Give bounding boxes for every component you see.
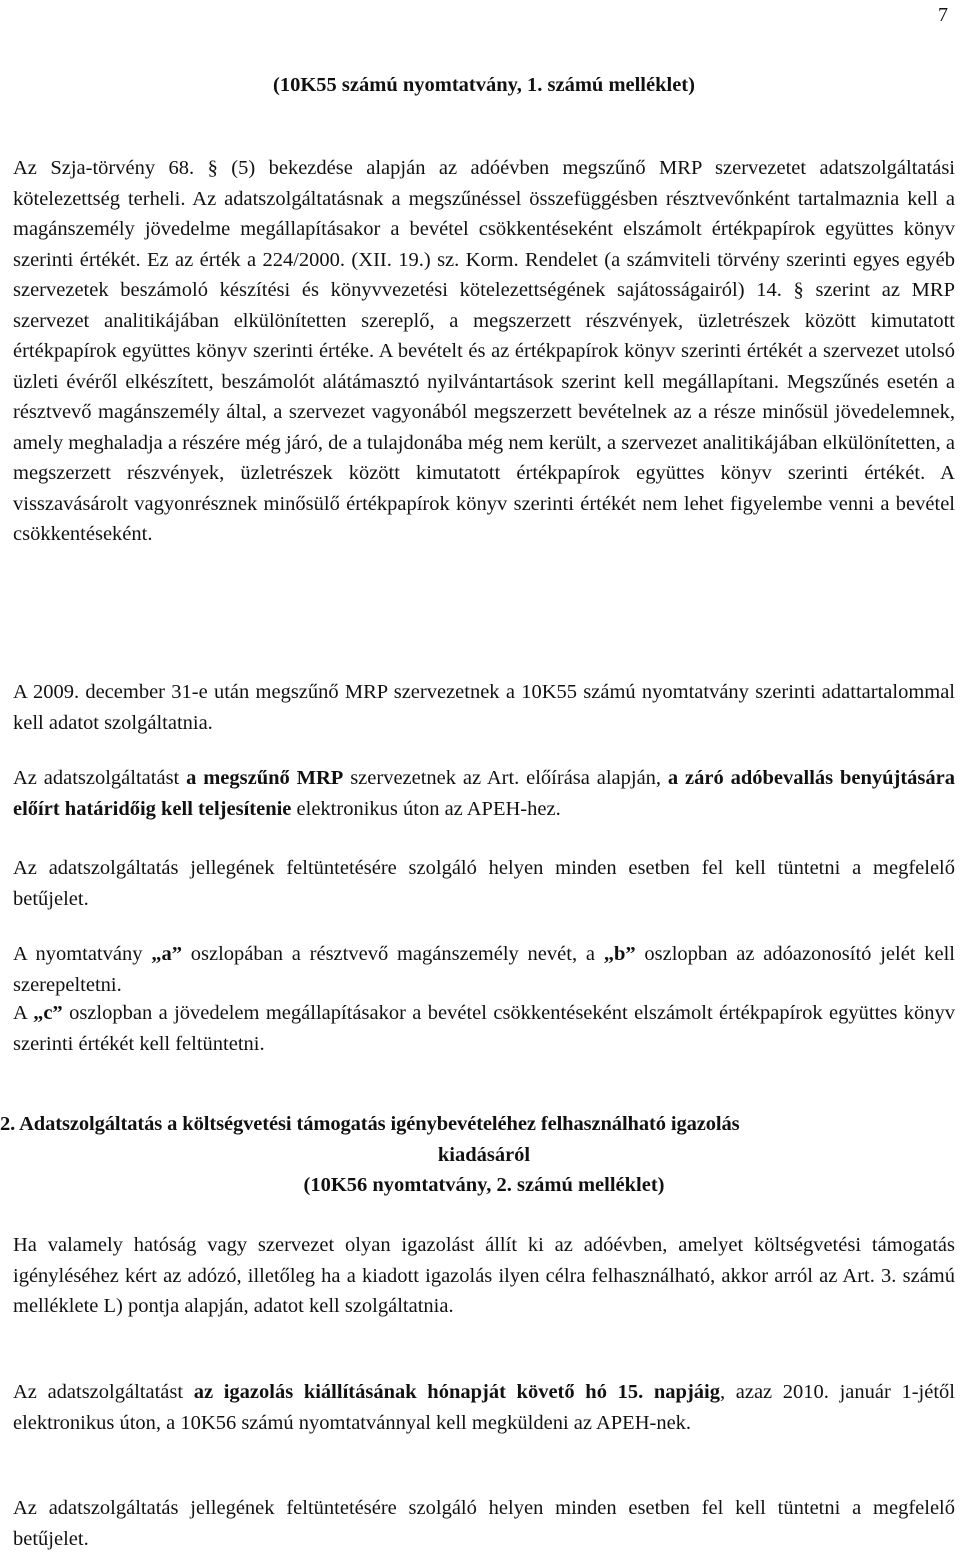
text-run: oszlopban a jövedelem megállapításakor a bevétel csökkentéseként elszámolt értékpapírok együttes könyv szerinti értékét kell feltüntetni. xyxy=(13,1002,955,1055)
bold-run: a megszűnő MRP xyxy=(186,767,344,789)
text-run: A xyxy=(13,1002,34,1024)
page-number: 7 xyxy=(938,4,948,26)
text-run: A nyomtatvány xyxy=(13,943,152,965)
paragraph-submission xyxy=(13,763,955,824)
text-run: Az adatszolgáltatást xyxy=(13,1381,194,1403)
bold-run: a záró adóbevallás benyújtására előírt határidőig kell teljesítenie xyxy=(13,767,956,820)
paragraph-certificate-deadline xyxy=(13,1377,955,1438)
text-run: szervezetnek az Art. előírása alapján, xyxy=(343,767,668,789)
text-run: elektronikus úton az APEH-hez. xyxy=(291,797,561,820)
paragraph-letter-code: Az adatszolgáltatás jellegének feltüntetésére szolgáló helyen minden esetben fel kell tüntetni a megfelelő betűjelet. xyxy=(13,857,955,910)
bold-run: az igazolás kiállításának hónapját követő hó 15. napjáig xyxy=(193,1381,720,1403)
paragraph-mrp-obligation: Az Szja-törvény 68. § (5) bekezdése alapján az adóévben megszűnő MRP szervezetet adatszolgáltatási kötelezettség terheli. Az adatszolgáltatásnak a megszűnéssel összefüggésben résztvevőnként tartalmaznia kell a magánszemély jövedelme megállapításakor a bevétel csökkentéseként elszámolt értékpapírok együttes könyv szerinti értékét. Ez az érték a 224/2000. (XII. 19.) sz. Korm. Rendelet (a számviteli törvény szerinti egyes egyéb szervezetek beszámoló készítési és könyvvezetési kötelezettségének sajátosságairól) 14. § szerint az MRP szervezet analitikájában elkülönítetten szereplő, a megszerzett részvények, üzletrészek között kimutatott értékpapírok együttes könyv szerinti értéke. A bevételt és az értékpapírok könyv szerinti értékét a szervezet utolsó üzleti évéről elkészített, beszámolót alátámasztó nyilvántartások szerint kell megállapítani. Megszűnés esetén a résztvevő magánszemély által, a szervezet vagyonából megszerzett bevételnek az a része minősül jövedelemnek, amely meghaladja a részére még járó, de a tulajdonába még nem került, a szervezet analitikájában elkülönítetten, a megszerzett részvények, üzletrészek között kimutatott értékpapírok együttes könyv szerinti értékét. A visszavásárolt vagyonrésznek minősülő értékpapírok könyv szerinti értékét nem lehet figyelembe venni a bevétel csökkentéseként. xyxy=(13,157,955,545)
paragraph-certificate: Ha valamely hatóság vagy szervezet olyan igazolást állít ki az adóévben, amelyet költségvetési támogatás igényléséhez kért az adózó, illetőleg ha a kiadott igazolás ilyen célra felhasználható, akkor arról az Art. 3. számú melléklete L) pontja alapján, adatot kell szolgáltatnia. xyxy=(13,1234,955,1317)
text-run: Az adatszolgáltatást xyxy=(13,767,187,789)
text-run: oszlopában a résztvevő magánszemély nevét, a xyxy=(182,943,604,965)
text-run: oszlopban az adóazonosító jelét kell szerepeltetni. xyxy=(13,943,955,996)
paragraph-columns-ab xyxy=(13,939,955,1000)
text-run: , azaz 2010. január 1-jétől elektronikus úton, a 10K56 számú nyomtatvánnyal kell megküldeni az APEH-nek. xyxy=(13,1381,955,1434)
section-2-title-line: 2. Adatszolgáltatás a költségvetési támogatás igénybevételéhez felhasználható igazolás xyxy=(0,1113,740,1135)
section-2-title-line: kiadásáról xyxy=(437,1143,531,1166)
section-2-heading xyxy=(0,1109,955,1201)
paragraph-column-c xyxy=(13,998,955,1059)
bold-run: „b” xyxy=(603,943,636,965)
paragraph-letter-code-2: Az adatszolgáltatás jellegének feltüntetésére szolgáló helyen minden esetben fel kell tüntetni a megfelelő betűjelet. xyxy=(13,1497,955,1550)
form-annex-heading: (10K55 számú nyomtatvány, 1. számú melléklet) xyxy=(273,74,695,96)
paragraph-2009-deadline: A 2009. december 31-e után megszűnő MRP szervezetnek a 10K55 számú nyomtatvány szerinti adattartalommal kell adatot szolgáltatnia. xyxy=(13,681,955,734)
bold-run: „c” xyxy=(33,1002,63,1024)
section-2-subtitle: (10K56 nyomtatvány, 2. számú melléklet) xyxy=(303,1174,665,1196)
bold-run: „a” xyxy=(151,943,183,965)
